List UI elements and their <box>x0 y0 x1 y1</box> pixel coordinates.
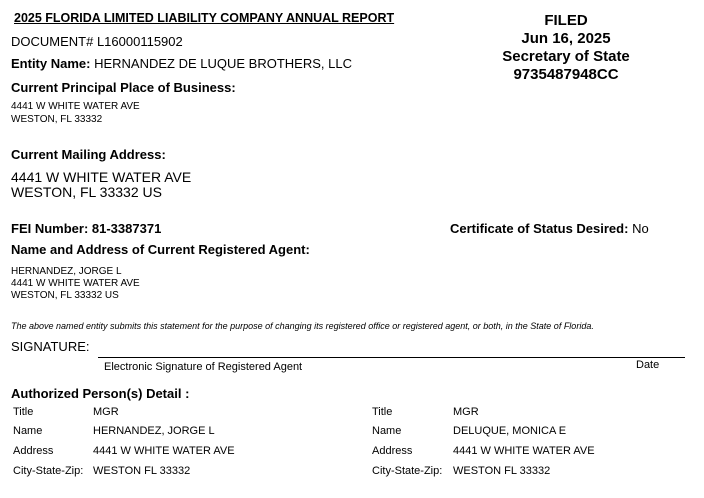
mailing-address-label: Current Mailing Address: <box>11 147 166 162</box>
entity-name <box>11 56 352 71</box>
filed-code: 9735487948CC <box>513 66 619 83</box>
report-title: 2025 FLORIDA LIMITED LIABILITY COMPANY ANNUAL REPORT <box>14 11 395 25</box>
filed-date: Jun 16, 2025 <box>521 30 611 47</box>
certificate-status <box>450 221 649 236</box>
registered-agent-line1: 4441 W WHITE WATER AVE <box>11 278 140 289</box>
fei-number: FEI Number: 81-3387371 <box>11 221 162 236</box>
signature-date-label: Date <box>636 359 660 371</box>
principal-address-label: Current Principal Place of Business: <box>11 80 236 95</box>
signature-caption: Electronic Signature of Registered Agent <box>104 361 303 373</box>
authorized-heading: Authorized Person(s) Detail : <box>11 386 190 401</box>
person1-title-label: Title <box>13 406 34 418</box>
entity-name-value: HERNANDEZ DE LUQUE BROTHERS, LLC <box>94 56 352 71</box>
registered-agent-name: HERNANDEZ, JORGE L <box>11 266 122 277</box>
person2-title-label: Title <box>372 406 393 418</box>
principal-address-line1: 4441 W WHITE WATER AVE <box>11 101 140 112</box>
filed-status: FILED <box>544 12 588 29</box>
person1-title: MGR <box>93 406 119 418</box>
person1-name-label: Name <box>13 425 43 437</box>
person2-csz-label: City-State-Zip: <box>372 465 443 477</box>
person1-name: HERNANDEZ, JORGE L <box>93 425 215 437</box>
person1-address-label: Address <box>13 445 54 457</box>
filed-office: Secretary of State <box>502 48 630 65</box>
person2-address-label: Address <box>372 445 413 457</box>
document-number: DOCUMENT# L16000115902 <box>11 34 183 49</box>
certificate-status-label: Certificate of Status Desired: <box>450 221 629 236</box>
principal-address-line2: WESTON, FL 33332 <box>11 114 103 125</box>
signature-label: SIGNATURE: <box>11 339 90 354</box>
person2-name: DELUQUE, MONICA E <box>453 425 567 437</box>
entity-name-label: Entity Name: <box>11 56 91 71</box>
person2-name-label: Name <box>372 425 402 437</box>
mailing-address-line1: 4441 W WHITE WATER AVE <box>11 169 192 185</box>
signature-line <box>98 357 685 358</box>
certificate-status-value: No <box>632 221 649 236</box>
person2-csz: WESTON FL 33332 <box>453 465 551 477</box>
statement-text: The above named entity submits this statement for the purpose of changing its registered office or registered agent, or both, in the State of Florida. <box>11 321 594 331</box>
registered-agent-label: Name and Address of Current Registered Agent: <box>11 242 310 257</box>
person2-address: 4441 W WHITE WATER AVE <box>453 445 595 457</box>
person1-address: 4441 W WHITE WATER AVE <box>93 445 235 457</box>
registered-agent-line2: WESTON, FL 33332 US <box>11 290 119 301</box>
person2-title: MGR <box>453 406 479 418</box>
person1-csz: WESTON FL 33332 <box>93 465 191 477</box>
mailing-address-line2: WESTON, FL 33332 US <box>11 184 162 200</box>
person1-csz-label: City-State-Zip: <box>13 465 84 477</box>
